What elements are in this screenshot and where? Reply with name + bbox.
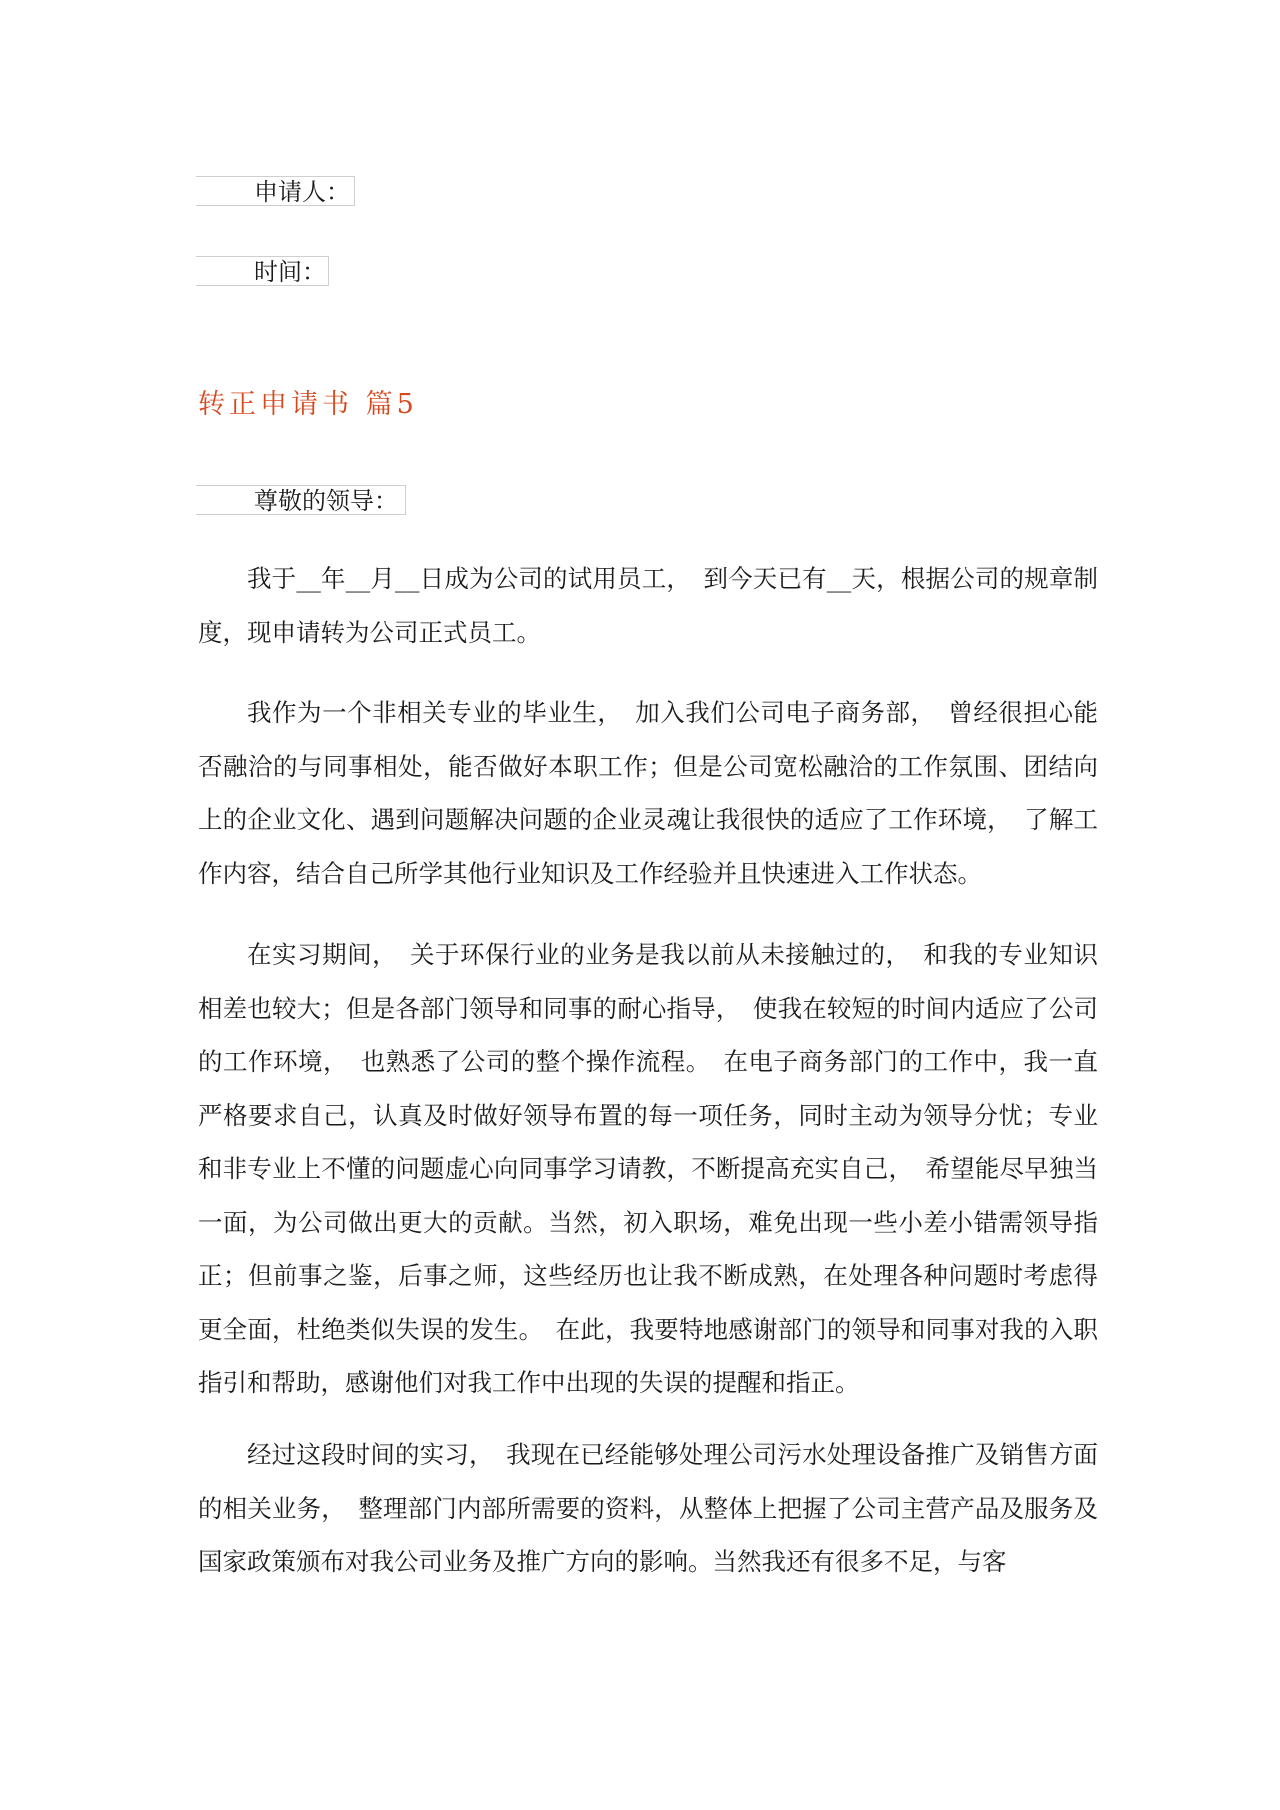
letter-paragraph-3: 在实习期间， 关于环保行业的业务是我以前从未接触过的， 和我的专业知识相差也较大；但是各部门领导和同事的耐心指导， 使我在较短的时间内适应了公司的工作环境， 也熟悉了公司的整个操作流程。 在电子商务部门的工作中，我一直严格要求自己，认真及时做好领导布置的每一项任务，同时主动为领导分忧；专业和非专业上不懂的问题虚心向同事学习请教，不断提高充实自己， 希望能尽早独当一面，为公司做出更大的贡献。当然，初入职场，难免出现一些小差小错需领导指正；但前事之鉴，后事之师，这些经历也让我不断成熟，在处理各种问题时考虑得更全面，杜绝类似失误的发生。 在此，我要特地感谢部门的领导和同事对我的入职指引和帮助，感谢他们对我工作中出现的失误的提醒和指正。 xyxy=(198,940,1098,1397)
section-title: 转正申请书 篇5 xyxy=(198,389,418,420)
letter-salutation: 尊敬的领导： xyxy=(196,485,406,515)
letter-paragraph-4: 经过这段时间的实习， 我现在已经能够处理公司污水处理设备推广及销售方面的相关业务， 整理部门内部所需要的资料，从整体上把握了公司主营产品及服务及国家政策颁布对我公司业务及推广方向的影响。当然我还有很多不足，与客 xyxy=(198,1440,1098,1576)
letter-paragraph-2: 我作为一个非相关专业的毕业生， 加入我们公司电子商务部， 曾经很担心能否融洽的与同事相处，能否做好本职工作；但是公司宽松融洽的工作氛围、团结向上的企业文化、遇到问题解决问题的企业灵魂让我很快的适应了工作环境， 了解工作内容，结合自己所学其他行业知识及工作经验并且快速进入工作状态。 xyxy=(198,698,1098,888)
applicant-signature-field: 申请人： xyxy=(196,176,355,206)
date-signature-field: 时间： xyxy=(196,256,329,286)
letter-paragraph-1: 我于__年__月__日成为公司的试用员工， 到今天已有__天，根据公司的规章制度，现申请转为公司正式员工。 xyxy=(198,564,1098,647)
